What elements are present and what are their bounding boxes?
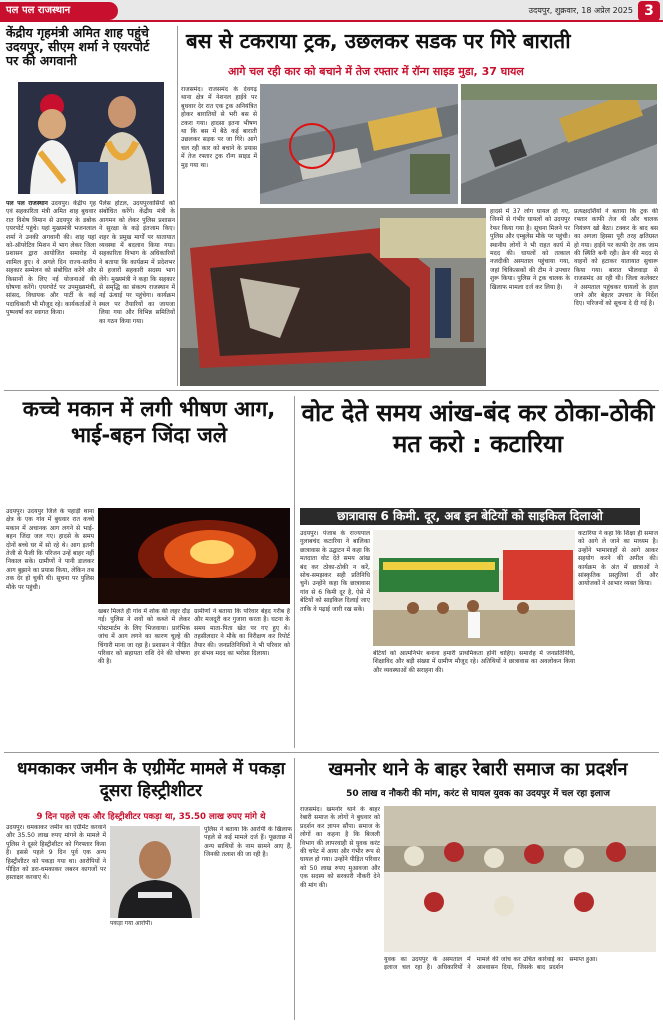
- story2-photo-highway: [461, 84, 657, 204]
- story2-headline: बस से टकराया ट्रक, उछलकर सडक पर गिरे बाराती: [186, 29, 571, 53]
- story6-subheadline: 50 लाख व नौकरी की मांग, करंट से घायल युवक का उदयपुर में चल रहा इलाज: [346, 789, 610, 799]
- story1-byline: पल पल राजस्थान: [6, 200, 48, 207]
- column-rule: [177, 26, 178, 386]
- story3-headline: कच्चे मकान में लगी भीषण आग, भाई-बहन जिंदा जले: [22, 397, 276, 448]
- story6-body-col1: राजसमंद। खमनोर थाने के बाहर रेबारी समाज के लोगों ने बुधवार को प्रदर्शन कर ज्ञापन सौंपा। समाज के लोगों का कहना है कि बिजली विभाग की लापरवाही से युवक करंट की चपेट में आया और गंभीर रूप से घायल हो गया। उन्होंने पीड़ित परिवार को 50 लाख रुपए मुआवजा और एक सदस्य को सरकारी नौकरी देने की मांग की।: [300, 806, 380, 889]
- story4-body-col2: बेटियों को आत्मनिर्भर बनाना हमारी प्राथमिकता होनी चाहिए। समारोह में जनप्रतिनिधि, शिक्षाविद और बड़ी संख्या में ग्रामीण मौजूद रहे। अतिथियों ने छात्रावास का अवलोकन किया और व्यवस्थाओं की सराहना की।: [373, 650, 575, 674]
- story2-photo-bus: [180, 208, 486, 386]
- story3-body-col3: ग्रामीणों ने बताया कि परिवार बेहद गरीब है और मजदूरी कर गुजारा करता है। घटना के समय माता-पिता खेत पर गए हुए थे। तहसीलदार ने मौके का निरीक्षण कर रिपोर्ट तैयार की। जनप्रतिनिधियों ने भी परिवार को हर संभव मदद का भरोसा दिलाया।: [194, 608, 290, 658]
- story6-headline: खमनोर थाने के बाहर रेबारी समाज का प्रदर्शन: [328, 759, 628, 780]
- column-rule-2: [294, 396, 295, 748]
- story3-body-col2: खबर मिलते ही गांव में शोक की लहर दौड़ गई। पुलिस ने शवों को कब्जे में लेकर पोस्टमार्टम के लिए भिजवाया। प्रारंभिक जांच में आग लगने का कारण चूल्हे की चिंगारी माना जा रहा है। प्रशासन ने पीड़ित परिवार को सहायता राशि देने की घोषणा की है।: [98, 608, 190, 666]
- section-rule-2: [4, 752, 659, 753]
- story4-body-col3: कटारिया ने कहा कि शिक्षा ही समाज को आगे ले जाने का माध्यम है। उन्होंने भामाशाहों से आगे आकर सहयोग करने की अपील की। कार्यक्रम के अंत में छात्राओं ने सांस्कृतिक प्रस्तुतियां दीं और आयोजकों ने आभार व्यक्त किया।: [578, 530, 658, 588]
- story1-body-a: उदयपुर। केंद्रीय गृह एवं सहकारिता मंत्री अमित शाह बुधवार रात विशेष विमान से उदयपुर के डबोक एयरपोर्ट पहुंचे। यहां मुख्यमंत्री भजनलाल शर्मा ने उनकी अगवानी की। शाह यहां को-ऑपरेटिव मिशन में भाग लेकर जिला प्रशासन द्वारा आयोजित समारोह में शामिल हुए। वे अगले दिन राज्य-स्तरीय सहकार सम्मेलन को संबोधित करेंगे और किसानों के लिए नई योजनाओं की घोषणा करेंगे। एयरपोर्ट पर उपमुख्यमंत्री, सांसद, विधायक और पार्टी के कई पदाधिकारी भी मौजूद रहे। कार्यकर्ताओं ने पुष्पवर्षा कर स्वागत किया।: [6, 200, 96, 317]
- story4-subheadline: छात्रावास 6 किमी. दूर, अब इन बेटियों को साइकिल दिलाओ: [300, 508, 640, 525]
- story2-body-col2: हादसे में 37 लोग घायल हो गए, जिनमें से गंभीर घायलों को उदयपुर रेफर किया गया है। सूचना मिलने पर पुलिस और एम्बुलेंस मौके पर पहुंची। स्थानीय लोगों ने भी राहत कार्य में मदद की। घायलों को तत्काल नजदीकी अस्पताल पहुंचाया गया, जहां चिकित्सकों की टीम ने उपचार शुरू किया। पुलिस ने ट्रक चालक के खिलाफ मामला दर्ज कर लिया है।: [490, 208, 570, 291]
- story4-headline: वोट देते समय आंख-बंद कर ठोका-ठोकी मत करो : कटारिया: [301, 399, 655, 459]
- story3-photo-fire: [98, 508, 290, 604]
- story1-body-col2: पैलेस होटल, उदयपुरवासियों को संबोधित करेंगे। केंद्रीय मंत्री के आगमन को लेकर पुलिस प्रशासन ने सुरक्षा के कड़े इंतजाम किए। शहर के प्रमुख मार्गों पर यातायात व्यवस्था में बदलाव किया गया। सहकारिता विभाग के अधिकारियों ने बताया कि कार्यक्रम में प्रदेशभर से हजारों सहकारी सदस्य भाग लेंगे। मुख्यमंत्री ने कहा कि सहकार से समृद्धि का संकल्प राजस्थान में नई ऊंचाई पर पहुंचेगा। कार्यक्रम स्थल पर तैयारियों का जायजा लिया गया और विभिन्न समितियों का गठन किया गया।: [99, 200, 175, 325]
- story2-photo-overhead: [260, 84, 458, 204]
- story6-body-col2: युवक का उदयपुर के अस्पताल में इलाज चल रहा है। अधिकारियों ने मामले की जांच कर उचित कार्रवाई का आश्वासन दिया, जिसके बाद प्रदर्शन समाप्त हुआ।: [384, 956, 598, 972]
- story3-body-col1: उदयपुर। उदयपुर जिले के पहाड़ी थाना क्षेत्र के एक गांव में बुधवार रात कच्चे मकान में अचानक आग लगने से भाई-बहन जिंदा जल गए। हादसे के समय दोनों बच्चे घर में सो रहे थे। आग इतनी तेजी से फैली कि परिजन उन्हें बाहर नहीं निकाल सके। ग्रामीणों ने पानी डालकर आग बुझाने का प्रयास किया, लेकिन तब तक देर हो चुकी थी। सूचना पर पुलिस मौके पर पहुंची।: [6, 508, 94, 591]
- section-tag: पल पल राजस्थान: [0, 2, 118, 20]
- story5-subheadline: 9 दिन पहले एक और हिस्ट्रीशीटर पकड़ा था, 35.50 लाख रुपए मांगे थे: [36, 812, 266, 822]
- story4-body-col1: उदयपुर। पंजाब के राज्यपाल गुलाबचंद कटारिया ने बालिका छात्रावास के उद्घाटन में कहा कि मतदाता वोट देते समय आंख बंद कर ठोका-ठोकी न करें, सोच-समझकर सही प्रतिनिधि चुनें। उन्होंने कहा कि छात्रावास गांव से 6 किमी दूर है, ऐसे में बेटियों को साइकिल दिलाई जाए ताकि वे पढ़ाई जारी रख सकें।: [300, 530, 370, 613]
- story2-subheadline: आगे चल रही कार को बचाने में तेज रफ्तार में रॉन्ग साइड मुडा, 37 घायल: [228, 65, 524, 78]
- story1-headline: केंद्रीय गृहमंत्री अमित शाह पहुंचे उदयपुर, सीएम शर्मा ने एयरपोर्ट पर की अगवानी: [6, 25, 150, 68]
- dateline: उदयपुर, शुक्रवार, 18 अप्रेल 2025: [528, 6, 633, 15]
- section-rule-1: [4, 390, 659, 391]
- story5-body-col1: उदयपुर। धमकाकर जमीन का एग्रीमेंट करवाने और 35.50 लाख रुपए मांगने के मामले में पुलिस ने दूसरे हिस्ट्रीशीटर को गिरफ्तार किया है। इससे पहले 9 दिन पूर्व एक अन्य हिस्ट्रीशीटर को पकड़ा गया था। आरोपियों ने पीड़ित को डरा-धमकाकर जबरन कागजों पर हस्ताक्षर करवाए थे।: [6, 824, 106, 882]
- story6-photo-protest: [384, 806, 656, 952]
- column-rule-3: [294, 758, 295, 1020]
- story5-photo-caption: पकड़ा गया आरोपी।: [110, 920, 153, 927]
- story2-body-col1: राजसमंद। राजसमंद के देवगढ़ थाना क्षेत्र में नेशनल हाईवे पर बुधवार देर रात एक ट्रक अनियंत्रित होकर बारातियों से भरी बस से टकरा गया। हादसा इतना भीषण था कि बस में बैठे कई बाराती उछलकर सड़क पर जा गिरे। आगे चल रही कार को बचाने के प्रयास में तेज रफ्तार ट्रक रॉन्ग साइड में मुड़ गया था।: [181, 86, 257, 169]
- page-number: 3: [638, 1, 660, 21]
- story5-photo-accused: [110, 826, 200, 918]
- story4-photo-event: [373, 530, 575, 646]
- story1-photo: [18, 82, 164, 194]
- story2-body-col3: प्रत्यक्षदर्शियों ने बताया कि ट्रक की रफ्तार काफी तेज थी और चालक नियंत्रण खो बैठा। टक्कर के बाद बस का अगला हिस्सा पूरी तरह क्षतिग्रस्त हो गया। हाईवे पर काफी देर तक जाम की स्थिति बनी रही। क्रेन की मदद से वाहनों को हटाकर यातायात सुचारू किया गया। बारात भीलवाड़ा से राजसमंद आ रही थी। जिला कलेक्टर ने अस्पताल पहुंचकर घायलों के हाल जाने और बेहतर उपचार के निर्देश दिए। परिजनों को सूचना दे दी गई है।: [574, 208, 658, 308]
- story5-headline: धमकाकर जमीन के एग्रीमेंट मामले में पकड़ा दूसरा हिस्ट्रीशीटर: [16, 759, 286, 802]
- story1-body-col1: [6, 200, 96, 386]
- story5-body-col2: पुलिस ने बताया कि आरोपी के खिलाफ पहले से कई मामले दर्ज हैं। पूछताछ में अन्य साथियों के नाम सामने आए हैं, जिनकी तलाश की जा रही है।: [204, 826, 292, 859]
